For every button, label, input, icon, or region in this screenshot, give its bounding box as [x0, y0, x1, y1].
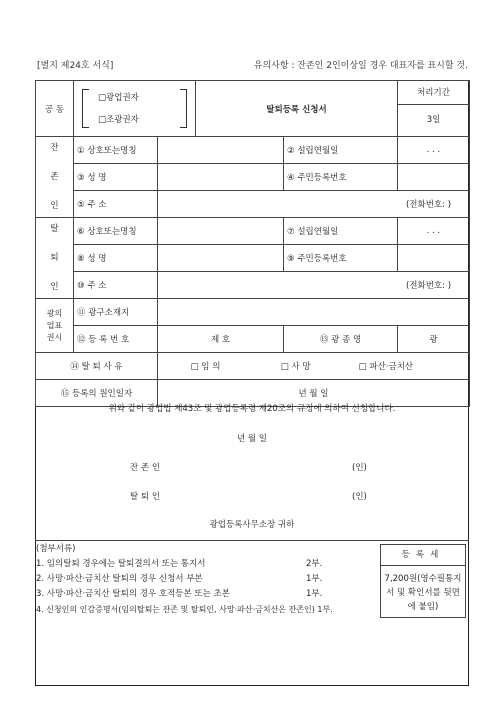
fee-body: 7,200원(영수필통지서 및 확인서를 뒷면에 붙임): [384, 574, 462, 612]
mining-right-checkbox[interactable]: □광업권자: [98, 92, 139, 103]
reason-bankruptcy-checkbox[interactable]: □ 파산·금치산: [358, 362, 414, 372]
exit-sign-label: 탈 퇴 인: [130, 492, 161, 502]
joint-label: 공 동: [36, 81, 74, 137]
exit-id-label: ⑨ 주민등록번호: [284, 245, 398, 272]
statement-text: 위와 같이 광업법 제43조 및 광업등록령 제20조의 규정에 의하여 신청합니다.: [108, 404, 396, 414]
form-number: [별지 제24호 서식]: [37, 61, 114, 71]
reason-options: [158, 353, 470, 380]
remain-id-field[interactable]: [398, 164, 470, 191]
exit-rep-label: ⑧ 성 명: [74, 245, 158, 272]
reason-voluntary-checkbox[interactable]: □ 임 의: [190, 362, 221, 372]
exit-est-label: ⑦ 설립연월일: [284, 218, 398, 245]
fee-title: 등록세: [381, 545, 465, 566]
remain-name-field[interactable]: [158, 137, 284, 164]
cause-date-label: ⑮ 등록의 원인일자: [36, 380, 158, 407]
period-value: 3일: [426, 115, 441, 125]
right-side-label: 광의업표권시: [36, 299, 74, 353]
exit-addr-field[interactable]: (전화번호: ): [158, 272, 470, 299]
remain-side-label: 잔 존 인: [36, 137, 74, 218]
remain-addr-field[interactable]: (전화번호: ): [158, 191, 470, 218]
remain-rep-label: ③ 성 명: [74, 164, 158, 191]
attachment-divider: [35, 540, 469, 541]
exit-seal[interactable]: (인): [352, 492, 367, 502]
registration-tax-box: [380, 544, 466, 618]
application-date[interactable]: 년 월 일: [236, 434, 268, 444]
cause-date-field[interactable]: 년 월 일: [158, 380, 470, 407]
regno-field[interactable]: 제 호: [158, 326, 284, 353]
mineral-field[interactable]: 광: [398, 326, 470, 353]
list-item: 1. 임의탈퇴 경우에는 탈퇴결의서 또는 통지서 2부.: [36, 559, 323, 569]
remain-id-label: ④ 주민등록번호: [284, 164, 398, 191]
rights-kind: [74, 81, 196, 137]
recipient: 광업등록사무소장 귀하: [209, 520, 295, 530]
lease-right-checkbox[interactable]: □조광권자: [98, 114, 139, 125]
exit-rep-field[interactable]: [158, 245, 284, 272]
exit-name-label: ⑥ 상호또는명칭: [74, 218, 158, 245]
mineral-label: ⑬ 광 종 명: [284, 326, 398, 353]
remain-est-field[interactable]: . . .: [398, 137, 470, 164]
exit-est-field[interactable]: . . .: [398, 218, 470, 245]
remain-seal[interactable]: (인): [352, 463, 367, 473]
remain-name-label: ① 상호또는명칭: [74, 137, 158, 164]
location-field[interactable]: [158, 299, 470, 326]
list-item: 4. 신청인의 인감증명서(임의탈퇴는 잔존 및 탈퇴인, 사망·파산·금치산은 잔존인) 1부.: [36, 605, 333, 614]
attachments-title: (첨부서류): [36, 544, 76, 554]
notice-text: 유의사항 : 잔존인 2인이상일 경우 대표자를 표시할 것.: [253, 61, 468, 71]
list-item: 3. 사망·파산·금치산 탈퇴의 경우 호적등본 또는 초본 1부.: [36, 589, 323, 599]
remain-est-label: ② 설립연월일: [284, 137, 398, 164]
location-label: ⑪ 광구소재지: [74, 299, 158, 326]
remain-rep-field[interactable]: [158, 164, 284, 191]
form-title: 탈퇴등록 신청서: [196, 81, 398, 137]
exit-side-label: 탈 퇴 인: [36, 218, 74, 299]
exit-id-field[interactable]: [398, 245, 470, 272]
reason-label: ⑭ 탈 퇴 사 유: [36, 353, 158, 380]
period-label: 처리기간: [398, 82, 469, 105]
exit-addr-label: ⑩ 주 소: [74, 272, 158, 299]
remain-addr-label: ⑤ 주 소: [74, 191, 158, 218]
exit-name-field[interactable]: [158, 218, 284, 245]
form-table: [35, 80, 470, 407]
remain-sign-label: 잔 존 인: [130, 463, 161, 473]
attachments: [36, 542, 376, 617]
processing-period: [398, 81, 470, 137]
regno-label: ⑫ 등 록 번 호: [74, 326, 158, 353]
list-item: 2. 사망·파산·금치산 탈퇴의 경우 신청서 부본 1부.: [36, 574, 323, 584]
reason-death-checkbox[interactable]: □ 사 망: [280, 362, 311, 372]
